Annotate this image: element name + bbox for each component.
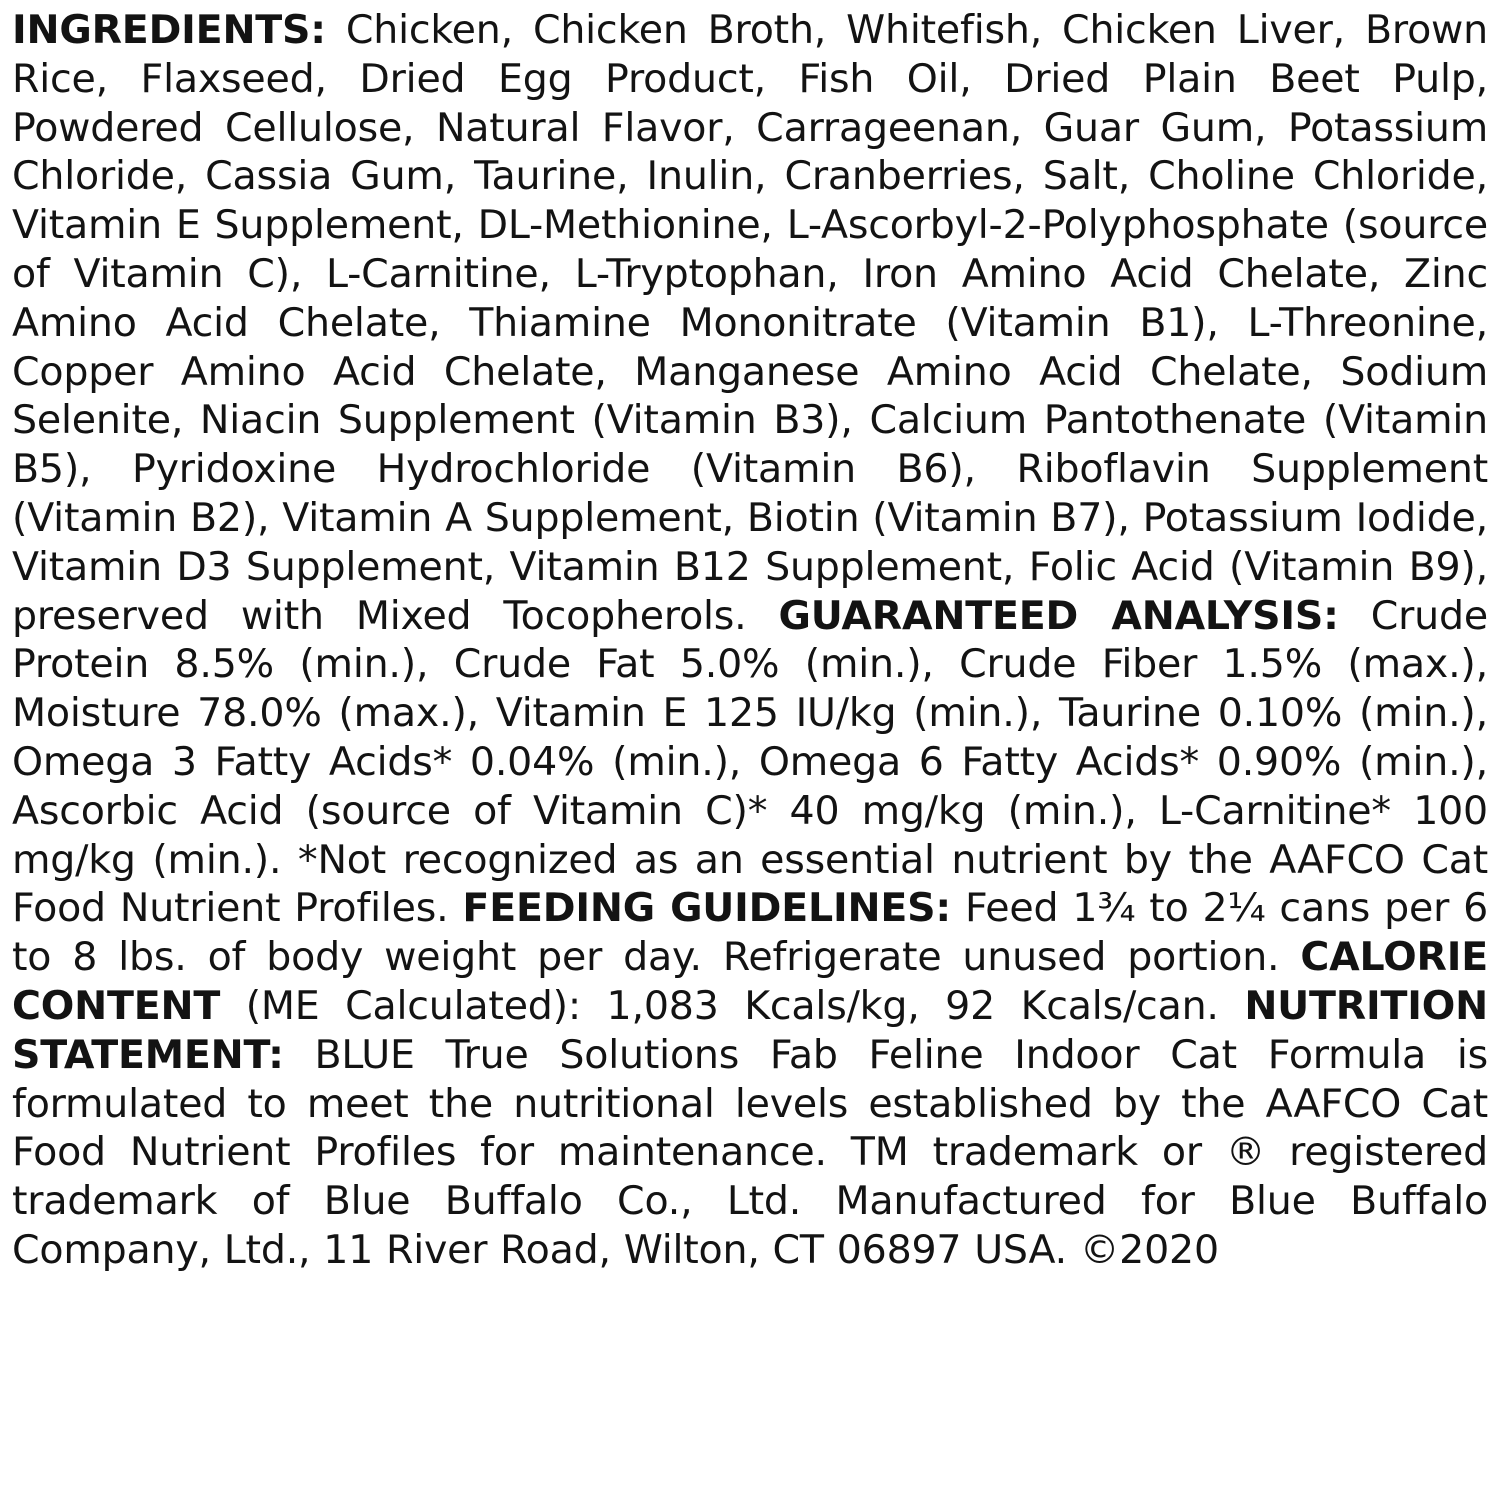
ingredients-heading: INGREDIENTS: [12, 7, 326, 53]
calorie-content-text: (ME Calculated): 1,083 Kcals/kg, 92 Kcals/can. [220, 982, 1245, 1029]
guaranteed-analysis-heading: GUARANTEED ANALYSIS: [778, 592, 1339, 639]
trademark-text: TM trademark or ® registered trademark of Blue Buffalo Co., Ltd. Manufactured for Blue Buffalo Company, Ltd., 11 River Road, Wilton, CT 06897 USA. ©2020 [12, 1129, 1488, 1273]
nutrition-statement-text: BLUE True Solutions Fab Feline Indoor Cat Formula is formulated to meet the nutritional levels established by the AAFCO Cat Food Nutrient Profiles for maintenance. [12, 1031, 1488, 1176]
calorie-content-heading: CALORIE CONTENT [12, 934, 1488, 1029]
nutrition-statement-heading: NUTRITION STATEMENT: [12, 982, 1488, 1078]
feeding-guidelines-heading: FEEDING GUIDELINES: [462, 885, 951, 932]
guaranteed-analysis-text: Crude Protein 8.5% (min.), Crude Fat 5.0% (min.), Crude Fiber 1.5% (max.), Moisture 78.0% (max.), Vitamin E 125 IU/kg (min.), Taurine 0.10% (min.), Omega 3 Fatty Acids* 0.04% (min.), Omega 6 Fatty Acids* 0.90% (min.), Ascorbic Acid (source of Vitamin C)* 40 mg/kg (min.), L-Carnitine* 100 mg/kg (min.). *Not recognized as an essential nutrient by the AAFCO Cat Food Nutrient Profiles. [12, 592, 1488, 932]
label-body-paragraph [12, 6, 1488, 1275]
feeding-guidelines-text: Feed 1¾ to 2¼ cans per 6 to 8 lbs. of body weight per day. Refrigerate unused portion. [12, 885, 1489, 981]
ingredients-text: Chicken, Chicken Broth, Whitefish, Chicken Liver, Brown Rice, Flaxseed, Dried Egg Product, Fish Oil, Dried Plain Beet Pulp, Powdered Cellulose, Natural Flavor, Carrageenan, Guar Gum, Potassium Chloride, Cassia Gum, Taurine, Inulin, Cranberries, Salt, Choline Chloride, Vitamin E Supplement, DL-Methionine, L-Ascorbyl-2-Polyphosphate (source of Vitamin C), L-Carnitine, L-Tryptophan, Iron Amino Acid Chelate, Zinc Amino Acid Chelate, Thiamine Mononitrate (Vitamin B1), L-Threonine, Copper Amino Acid Chelate, Manganese Amino Acid Chelate, Sodium Selenite, Niacin Supplement (Vitamin B3), Calcium Pantothenate (Vitamin B5), Pyridoxine Hydrochloride (Vitamin B6), Riboflavin Supplement (Vitamin B2), Vitamin A Supplement, Biotin (Vitamin B7), Potassium Iodide, Vitamin D3 Supplement, Vitamin B12 Supplement, Folic Acid (Vitamin B9), preserved with Mixed Tocopherols. [12, 7, 1488, 639]
